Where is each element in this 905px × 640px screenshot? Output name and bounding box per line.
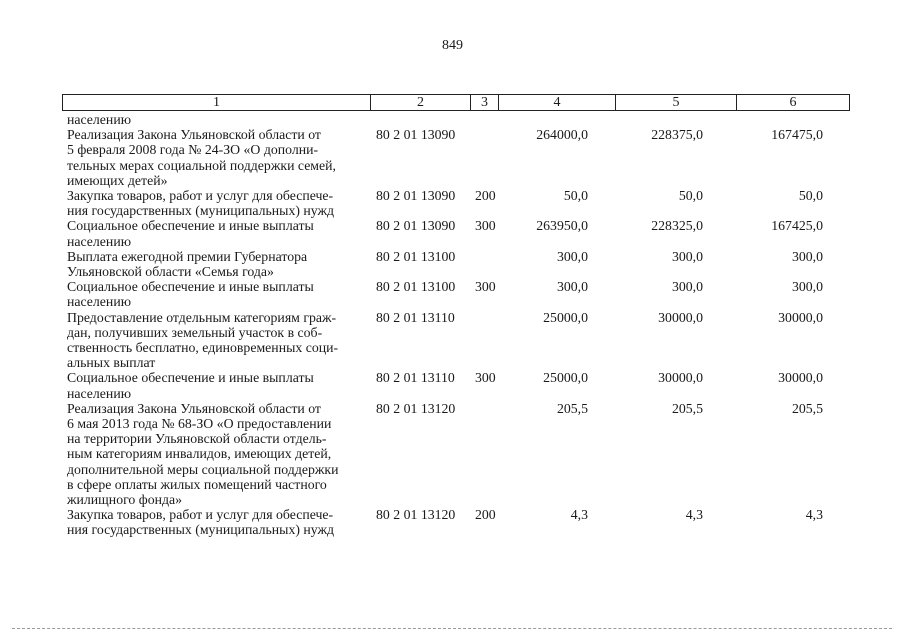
header-col-5: 5 bbox=[616, 95, 737, 110]
row-description: Реализация Закона Ульяновской области от 5 февраля 2008 года № 24-ЗО «О дополни- тельных мерах социальной поддержки семей, имеющих детей» bbox=[67, 127, 336, 188]
row-code: 80 2 01 13090 bbox=[376, 218, 456, 234]
row-value-col5: 30000,0 bbox=[658, 309, 703, 325]
bottom-divider bbox=[12, 628, 892, 629]
table-row bbox=[0, 249, 905, 279]
row-value-col5: 300,0 bbox=[671, 279, 703, 295]
row-value-col4: 263950,0 bbox=[536, 218, 588, 234]
row-description: Реализация Закона Ульяновской области от 6 мая 2013 года № 68-ЗО «О предоставлении на территории Ульяновской области отдель- ным категориям инвалидов, имеющих детей, дополнительной меры социальной поддержки в сфере оплаты жилых помещений частного жилищного фонда» bbox=[67, 400, 339, 508]
row-code: 80 2 01 13090 bbox=[376, 188, 456, 204]
row-description: Социальное обеспечение и иные выплаты населению bbox=[67, 370, 314, 401]
table-row bbox=[0, 401, 905, 507]
row-value-col6: 30000,0 bbox=[778, 309, 823, 325]
row-value-col4: 25000,0 bbox=[543, 309, 588, 325]
row-value-col5: 205,5 bbox=[671, 400, 703, 416]
row-description: Закупка товаров, работ и услуг для обеспече- ния государственных (муниципальных) нужд bbox=[67, 188, 335, 219]
row-value-col6: 50,0 bbox=[798, 188, 823, 204]
row-code: 80 2 01 13110 bbox=[376, 370, 455, 386]
page-number: 849 bbox=[442, 38, 463, 53]
row-code: 80 2 01 13120 bbox=[376, 507, 456, 523]
row-value-col5: 228375,0 bbox=[651, 127, 703, 143]
row-value-col5: 50,0 bbox=[678, 188, 703, 204]
header-col-2: 2 bbox=[371, 95, 471, 110]
row-value-col6: 30000,0 bbox=[778, 370, 823, 386]
row-description: населению bbox=[67, 112, 132, 127]
row-value-col4: 300,0 bbox=[556, 248, 588, 264]
table-row bbox=[0, 279, 905, 309]
table-body bbox=[0, 112, 905, 538]
row-value-col5: 300,0 bbox=[671, 248, 703, 264]
header-col-3: 3 bbox=[471, 95, 499, 110]
header-col-1: 1 bbox=[63, 95, 371, 110]
table-row bbox=[0, 188, 905, 218]
row-value-col4: 25000,0 bbox=[543, 370, 588, 386]
row-expense-type: 200 bbox=[475, 188, 496, 204]
row-description: Выплата ежегодной премии Губернатора Ульяновской области «Семья года» bbox=[67, 248, 308, 280]
row-value-col4: 4,3 bbox=[570, 507, 588, 523]
row-code: 80 2 01 13120 bbox=[376, 400, 456, 416]
row-expense-type: 300 bbox=[475, 279, 496, 295]
row-value-col5: 30000,0 bbox=[658, 370, 703, 386]
row-value-col5: 4,3 bbox=[685, 507, 703, 523]
table-row bbox=[0, 370, 905, 400]
row-value-col6: 4,3 bbox=[805, 507, 823, 523]
header-col-4: 4 bbox=[499, 95, 616, 110]
row-description: Предоставление отдельным категориям граж- дан, получивших земельный участок в соб- ственность бесплатно, единовременных соци- альных выплат bbox=[67, 309, 339, 371]
row-description: Социальное обеспечение и иные выплаты населению bbox=[67, 279, 314, 310]
row-description: Социальное обеспечение и иные выплаты населению bbox=[67, 218, 314, 249]
row-value-col6: 167475,0 bbox=[771, 127, 823, 143]
row-value-col6: 205,5 bbox=[791, 400, 823, 416]
row-value-col4: 300,0 bbox=[556, 279, 588, 295]
row-value-col4: 50,0 bbox=[563, 188, 588, 204]
row-code: 80 2 01 13100 bbox=[376, 248, 456, 264]
row-code: 80 2 01 13090 bbox=[376, 127, 456, 143]
table-row bbox=[0, 507, 905, 537]
row-expense-type: 300 bbox=[475, 218, 496, 234]
table-row bbox=[0, 112, 905, 127]
row-value-col6: 300,0 bbox=[791, 248, 823, 264]
row-code: 80 2 01 13110 bbox=[376, 309, 455, 325]
row-code: 80 2 01 13100 bbox=[376, 279, 456, 295]
table-row bbox=[0, 218, 905, 248]
row-expense-type: 300 bbox=[475, 370, 496, 386]
row-value-col4: 205,5 bbox=[556, 400, 588, 416]
row-value-col6: 300,0 bbox=[791, 279, 823, 295]
row-description: Закупка товаров, работ и услуг для обеспече- ния государственных (муниципальных) нужд bbox=[67, 507, 335, 538]
table-row bbox=[0, 127, 905, 188]
row-value-col5: 228325,0 bbox=[651, 218, 703, 234]
row-value-col4: 264000,0 bbox=[536, 127, 588, 143]
table-row bbox=[0, 310, 905, 371]
header-col-6: 6 bbox=[789, 94, 797, 110]
row-value-col6: 167425,0 bbox=[771, 218, 823, 234]
row-expense-type: 200 bbox=[475, 507, 496, 523]
table-header bbox=[62, 94, 850, 111]
